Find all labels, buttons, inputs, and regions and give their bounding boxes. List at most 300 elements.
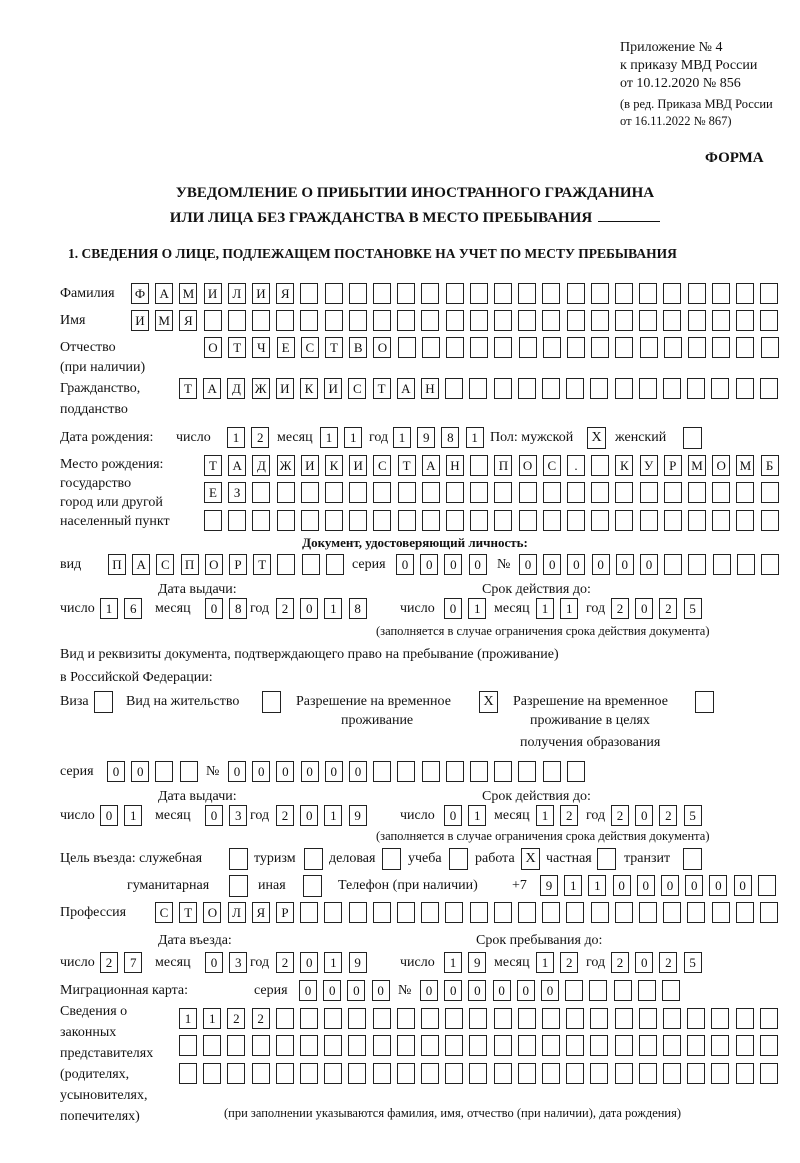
char-box[interactable] — [615, 283, 633, 304]
char-box[interactable]: 2 — [276, 952, 294, 973]
char-box[interactable] — [567, 310, 585, 331]
char-box[interactable]: Н — [421, 378, 439, 399]
purpose-business-checkbox[interactable] — [382, 848, 401, 870]
char-box[interactable] — [446, 482, 464, 503]
char-box[interactable] — [640, 482, 658, 503]
purpose-other-checkbox[interactable] — [303, 875, 322, 897]
char-box[interactable]: 1 — [536, 805, 554, 826]
char-box[interactable] — [639, 378, 657, 399]
char-box[interactable] — [591, 337, 609, 358]
char-box[interactable] — [470, 902, 488, 923]
char-box[interactable]: 0 — [685, 875, 703, 896]
char-box[interactable]: 0 — [205, 805, 223, 826]
char-box[interactable] — [663, 1063, 681, 1084]
char-box[interactable]: 5 — [684, 805, 702, 826]
char-box[interactable] — [663, 1008, 681, 1029]
char-box[interactable] — [446, 761, 464, 782]
char-box[interactable]: 2 — [611, 805, 629, 826]
char-box[interactable]: Т — [204, 455, 222, 476]
char-box[interactable] — [302, 554, 320, 575]
char-box[interactable] — [300, 283, 318, 304]
char-box[interactable] — [301, 510, 319, 531]
char-box[interactable]: 1 — [320, 427, 338, 448]
char-box[interactable]: 0 — [347, 980, 365, 1001]
char-box[interactable] — [397, 1063, 415, 1084]
char-box[interactable]: 0 — [396, 554, 414, 575]
char-box[interactable] — [712, 902, 730, 923]
char-box[interactable]: 0 — [616, 554, 634, 575]
char-box[interactable] — [494, 337, 512, 358]
char-box[interactable]: К — [300, 378, 318, 399]
char-box[interactable] — [615, 482, 633, 503]
char-box[interactable] — [713, 554, 731, 575]
char-box[interactable]: 0 — [637, 875, 655, 896]
char-box[interactable]: М — [736, 455, 754, 476]
char-box[interactable]: Ф — [131, 283, 149, 304]
char-box[interactable] — [736, 482, 754, 503]
char-box[interactable] — [252, 1035, 270, 1056]
char-box[interactable] — [277, 510, 295, 531]
char-box[interactable] — [252, 510, 270, 531]
char-box[interactable] — [711, 378, 729, 399]
char-box[interactable] — [519, 337, 537, 358]
char-box[interactable]: 0 — [635, 952, 653, 973]
char-box[interactable] — [349, 510, 367, 531]
char-box[interactable] — [760, 902, 778, 923]
char-box[interactable] — [615, 1063, 633, 1084]
char-box[interactable] — [228, 510, 246, 531]
char-box[interactable] — [760, 378, 778, 399]
char-box[interactable] — [445, 378, 463, 399]
purpose-private-checkbox[interactable] — [597, 848, 616, 870]
char-box[interactable]: 0 — [517, 980, 535, 1001]
char-box[interactable] — [542, 1063, 560, 1084]
char-box[interactable]: 8 — [441, 427, 459, 448]
sex-female-checkbox[interactable] — [683, 427, 702, 449]
char-box[interactable]: Т — [179, 902, 197, 923]
char-box[interactable] — [252, 310, 270, 331]
char-box[interactable]: И — [301, 455, 319, 476]
char-box[interactable]: 0 — [131, 761, 149, 782]
char-box[interactable]: Н — [446, 455, 464, 476]
char-box[interactable] — [688, 482, 706, 503]
char-box[interactable] — [542, 378, 560, 399]
char-box[interactable] — [687, 1035, 705, 1056]
char-box[interactable] — [445, 1035, 463, 1056]
temp-permit-checkbox[interactable]: X — [479, 691, 498, 713]
purpose-official-checkbox[interactable] — [229, 848, 248, 870]
char-box[interactable] — [373, 1063, 391, 1084]
char-box[interactable]: И — [324, 378, 342, 399]
char-box[interactable] — [373, 283, 391, 304]
char-box[interactable]: И — [204, 283, 222, 304]
char-box[interactable] — [664, 337, 682, 358]
char-box[interactable] — [663, 310, 681, 331]
char-box[interactable] — [179, 1035, 197, 1056]
char-box[interactable]: 2 — [611, 598, 629, 619]
char-box[interactable]: 0 — [635, 598, 653, 619]
char-box[interactable] — [397, 1035, 415, 1056]
char-box[interactable]: 0 — [635, 805, 653, 826]
char-box[interactable] — [711, 1008, 729, 1029]
char-box[interactable] — [639, 902, 657, 923]
char-box[interactable] — [326, 554, 344, 575]
char-box[interactable] — [518, 902, 536, 923]
char-box[interactable] — [518, 1035, 536, 1056]
char-box[interactable]: 0 — [205, 952, 223, 973]
char-box[interactable]: 0 — [100, 805, 118, 826]
char-box[interactable] — [445, 902, 463, 923]
char-box[interactable]: Т — [325, 337, 343, 358]
char-box[interactable] — [640, 337, 658, 358]
char-box[interactable]: 3 — [229, 952, 247, 973]
char-box[interactable]: 0 — [325, 761, 343, 782]
char-box[interactable] — [204, 310, 222, 331]
char-box[interactable]: П — [108, 554, 126, 575]
char-box[interactable]: 0 — [469, 554, 487, 575]
char-box[interactable] — [276, 1063, 294, 1084]
char-box[interactable]: 3 — [229, 805, 247, 826]
char-box[interactable] — [664, 554, 682, 575]
char-box[interactable]: 9 — [468, 952, 486, 973]
char-box[interactable] — [446, 510, 464, 531]
char-box[interactable]: А — [203, 378, 221, 399]
char-box[interactable]: Р — [276, 902, 294, 923]
char-box[interactable] — [639, 283, 657, 304]
char-box[interactable]: 1 — [444, 952, 462, 973]
purpose-work-checkbox[interactable]: X — [521, 848, 540, 870]
char-box[interactable] — [180, 761, 198, 782]
char-box[interactable] — [591, 510, 609, 531]
char-box[interactable] — [688, 510, 706, 531]
char-box[interactable] — [760, 1035, 778, 1056]
char-box[interactable]: Ж — [252, 378, 270, 399]
char-box[interactable]: 8 — [229, 598, 247, 619]
char-box[interactable] — [469, 378, 487, 399]
char-box[interactable] — [591, 455, 609, 476]
char-box[interactable] — [300, 902, 318, 923]
char-box[interactable] — [518, 283, 536, 304]
char-box[interactable] — [761, 482, 779, 503]
char-box[interactable] — [397, 283, 415, 304]
char-box[interactable] — [421, 310, 439, 331]
char-box[interactable]: О — [204, 337, 222, 358]
char-box[interactable] — [373, 482, 391, 503]
char-box[interactable]: 0 — [444, 805, 462, 826]
char-box[interactable] — [300, 1035, 318, 1056]
char-box[interactable] — [494, 283, 512, 304]
purpose-tourism-checkbox[interactable] — [304, 848, 323, 870]
char-box[interactable]: 0 — [252, 761, 270, 782]
char-box[interactable] — [470, 283, 488, 304]
char-box[interactable] — [470, 455, 488, 476]
char-box[interactable]: 0 — [541, 980, 559, 1001]
char-box[interactable]: П — [181, 554, 199, 575]
char-box[interactable]: 1 — [227, 427, 245, 448]
char-box[interactable] — [494, 510, 512, 531]
char-box[interactable]: С — [348, 378, 366, 399]
char-box[interactable] — [761, 554, 779, 575]
char-box[interactable]: 7 — [124, 952, 142, 973]
char-box[interactable]: 1 — [560, 598, 578, 619]
char-box[interactable] — [494, 378, 512, 399]
char-box[interactable] — [639, 1008, 657, 1029]
char-box[interactable]: 0 — [299, 980, 317, 1001]
char-box[interactable] — [518, 1008, 536, 1029]
char-box[interactable]: 2 — [659, 598, 677, 619]
char-box[interactable] — [638, 980, 656, 1001]
char-box[interactable]: А — [422, 455, 440, 476]
char-box[interactable] — [712, 283, 730, 304]
char-box[interactable]: 0 — [372, 980, 390, 1001]
char-box[interactable] — [228, 310, 246, 331]
char-box[interactable] — [276, 1008, 294, 1029]
char-box[interactable] — [736, 337, 754, 358]
char-box[interactable]: 1 — [324, 952, 342, 973]
char-box[interactable]: И — [349, 455, 367, 476]
char-box[interactable] — [567, 283, 585, 304]
char-box[interactable] — [227, 1063, 245, 1084]
char-box[interactable]: 1 — [536, 952, 554, 973]
char-box[interactable]: 1 — [100, 598, 118, 619]
char-box[interactable]: Ч — [252, 337, 270, 358]
char-box[interactable] — [760, 1008, 778, 1029]
char-box[interactable]: А — [132, 554, 150, 575]
char-box[interactable] — [324, 902, 342, 923]
char-box[interactable] — [760, 283, 778, 304]
char-box[interactable] — [542, 310, 560, 331]
char-box[interactable] — [758, 875, 776, 896]
char-box[interactable] — [373, 510, 391, 531]
char-box[interactable] — [446, 310, 464, 331]
char-box[interactable] — [469, 1063, 487, 1084]
char-box[interactable] — [566, 1035, 584, 1056]
char-box[interactable] — [567, 337, 585, 358]
char-box[interactable] — [494, 761, 512, 782]
char-box[interactable]: 0 — [228, 761, 246, 782]
char-box[interactable] — [422, 761, 440, 782]
char-box[interactable]: А — [397, 378, 415, 399]
char-box[interactable]: 0 — [107, 761, 125, 782]
char-box[interactable]: 1 — [203, 1008, 221, 1029]
char-box[interactable] — [687, 1008, 705, 1029]
char-box[interactable] — [712, 337, 730, 358]
char-box[interactable] — [494, 482, 512, 503]
char-box[interactable]: 2 — [251, 427, 269, 448]
char-box[interactable]: М — [688, 455, 706, 476]
char-box[interactable]: 0 — [444, 980, 462, 1001]
char-box[interactable] — [494, 310, 512, 331]
char-box[interactable] — [300, 1008, 318, 1029]
char-box[interactable] — [422, 337, 440, 358]
char-box[interactable]: 0 — [349, 761, 367, 782]
char-box[interactable]: И — [131, 310, 149, 331]
visa-checkbox[interactable] — [94, 691, 113, 713]
char-box[interactable]: 8 — [349, 598, 367, 619]
char-box[interactable]: К — [615, 455, 633, 476]
char-box[interactable]: Я — [252, 902, 270, 923]
purpose-study-checkbox[interactable] — [449, 848, 468, 870]
char-box[interactable] — [590, 1008, 608, 1029]
edu-permit-checkbox[interactable] — [695, 691, 714, 713]
char-box[interactable] — [590, 1035, 608, 1056]
char-box[interactable] — [591, 482, 609, 503]
char-box[interactable] — [252, 1063, 270, 1084]
char-box[interactable]: 2 — [276, 598, 294, 619]
char-box[interactable]: 2 — [227, 1008, 245, 1029]
char-box[interactable] — [736, 1035, 754, 1056]
char-box[interactable]: М — [179, 283, 197, 304]
char-box[interactable]: 1 — [536, 598, 554, 619]
char-box[interactable]: 6 — [124, 598, 142, 619]
char-box[interactable] — [639, 310, 657, 331]
char-box[interactable]: 1 — [468, 805, 486, 826]
char-box[interactable]: О — [203, 902, 221, 923]
char-box[interactable] — [565, 980, 583, 1001]
char-box[interactable]: 0 — [468, 980, 486, 1001]
char-box[interactable] — [664, 510, 682, 531]
char-box[interactable]: 9 — [417, 427, 435, 448]
char-box[interactable]: 2 — [560, 805, 578, 826]
char-box[interactable] — [542, 1035, 560, 1056]
char-box[interactable] — [712, 482, 730, 503]
char-box[interactable] — [760, 1063, 778, 1084]
char-box[interactable] — [640, 510, 658, 531]
char-box[interactable]: Д — [252, 455, 270, 476]
char-box[interactable] — [615, 902, 633, 923]
char-box[interactable] — [711, 1035, 729, 1056]
char-box[interactable] — [203, 1035, 221, 1056]
char-box[interactable] — [155, 761, 173, 782]
char-box[interactable]: 1 — [344, 427, 362, 448]
char-box[interactable]: В — [349, 337, 367, 358]
char-box[interactable] — [373, 761, 391, 782]
char-box[interactable]: 0 — [640, 554, 658, 575]
char-box[interactable] — [348, 1008, 366, 1029]
char-box[interactable] — [615, 510, 633, 531]
char-box[interactable] — [252, 482, 270, 503]
char-box[interactable] — [518, 378, 536, 399]
char-box[interactable] — [349, 283, 367, 304]
char-box[interactable]: 0 — [613, 875, 631, 896]
char-box[interactable] — [324, 1008, 342, 1029]
char-box[interactable]: 0 — [276, 761, 294, 782]
char-box[interactable]: Д — [227, 378, 245, 399]
char-box[interactable] — [348, 1063, 366, 1084]
char-box[interactable] — [179, 1063, 197, 1084]
char-box[interactable]: 2 — [611, 952, 629, 973]
char-box[interactable]: 0 — [444, 554, 462, 575]
char-box[interactable]: 2 — [276, 805, 294, 826]
char-box[interactable] — [227, 1035, 245, 1056]
char-box[interactable] — [276, 310, 294, 331]
char-box[interactable]: 0 — [420, 980, 438, 1001]
char-box[interactable]: П — [494, 455, 512, 476]
char-box[interactable]: Е — [204, 482, 222, 503]
char-box[interactable] — [687, 902, 705, 923]
char-box[interactable]: 0 — [444, 598, 462, 619]
char-box[interactable]: 5 — [684, 598, 702, 619]
char-box[interactable] — [542, 902, 560, 923]
char-box[interactable]: Я — [276, 283, 294, 304]
char-box[interactable] — [397, 310, 415, 331]
char-box[interactable] — [324, 1063, 342, 1084]
char-box[interactable] — [591, 902, 609, 923]
char-box[interactable]: С — [543, 455, 561, 476]
char-box[interactable]: 0 — [300, 598, 318, 619]
char-box[interactable] — [591, 310, 609, 331]
char-box[interactable] — [712, 310, 730, 331]
char-box[interactable] — [421, 1063, 439, 1084]
char-box[interactable] — [688, 337, 706, 358]
char-box[interactable]: 1 — [588, 875, 606, 896]
char-box[interactable] — [373, 902, 391, 923]
char-box[interactable]: 0 — [661, 875, 679, 896]
char-box[interactable] — [373, 1035, 391, 1056]
char-box[interactable]: И — [252, 283, 270, 304]
char-box[interactable] — [736, 902, 754, 923]
char-box[interactable] — [421, 1035, 439, 1056]
char-box[interactable] — [277, 482, 295, 503]
char-box[interactable] — [301, 482, 319, 503]
char-box[interactable] — [590, 378, 608, 399]
char-box[interactable] — [566, 1008, 584, 1029]
char-box[interactable] — [494, 902, 512, 923]
char-box[interactable] — [349, 310, 367, 331]
char-box[interactable]: 1 — [466, 427, 484, 448]
char-box[interactable]: 1 — [124, 805, 142, 826]
char-box[interactable] — [567, 482, 585, 503]
char-box[interactable]: Т — [228, 337, 246, 358]
char-box[interactable]: 0 — [519, 554, 537, 575]
char-box[interactable]: 0 — [301, 761, 319, 782]
char-box[interactable]: О — [373, 337, 391, 358]
char-box[interactable]: 0 — [300, 952, 318, 973]
char-box[interactable]: 1 — [324, 805, 342, 826]
char-box[interactable]: 0 — [493, 980, 511, 1001]
char-box[interactable] — [398, 482, 416, 503]
char-box[interactable] — [542, 283, 560, 304]
char-box[interactable]: Т — [253, 554, 271, 575]
char-box[interactable] — [518, 1063, 536, 1084]
char-box[interactable] — [469, 1008, 487, 1029]
char-box[interactable]: И — [276, 378, 294, 399]
char-box[interactable] — [687, 378, 705, 399]
char-box[interactable] — [663, 1035, 681, 1056]
char-box[interactable] — [543, 761, 561, 782]
char-box[interactable]: 1 — [179, 1008, 197, 1029]
char-box[interactable]: 0 — [543, 554, 561, 575]
char-box[interactable] — [542, 1008, 560, 1029]
char-box[interactable]: Т — [373, 378, 391, 399]
char-box[interactable] — [398, 510, 416, 531]
char-box[interactable] — [373, 1008, 391, 1029]
purpose-humanitarian-checkbox[interactable] — [229, 875, 248, 897]
char-box[interactable] — [519, 482, 537, 503]
char-box[interactable]: 2 — [659, 805, 677, 826]
char-box[interactable]: 9 — [540, 875, 558, 896]
char-box[interactable] — [470, 337, 488, 358]
char-box[interactable] — [204, 510, 222, 531]
char-box[interactable]: 9 — [349, 805, 367, 826]
char-box[interactable] — [566, 902, 584, 923]
char-box[interactable] — [518, 310, 536, 331]
char-box[interactable] — [543, 337, 561, 358]
char-box[interactable]: Я — [179, 310, 197, 331]
char-box[interactable] — [494, 1063, 512, 1084]
char-box[interactable]: 2 — [659, 952, 677, 973]
char-box[interactable]: 2 — [100, 952, 118, 973]
